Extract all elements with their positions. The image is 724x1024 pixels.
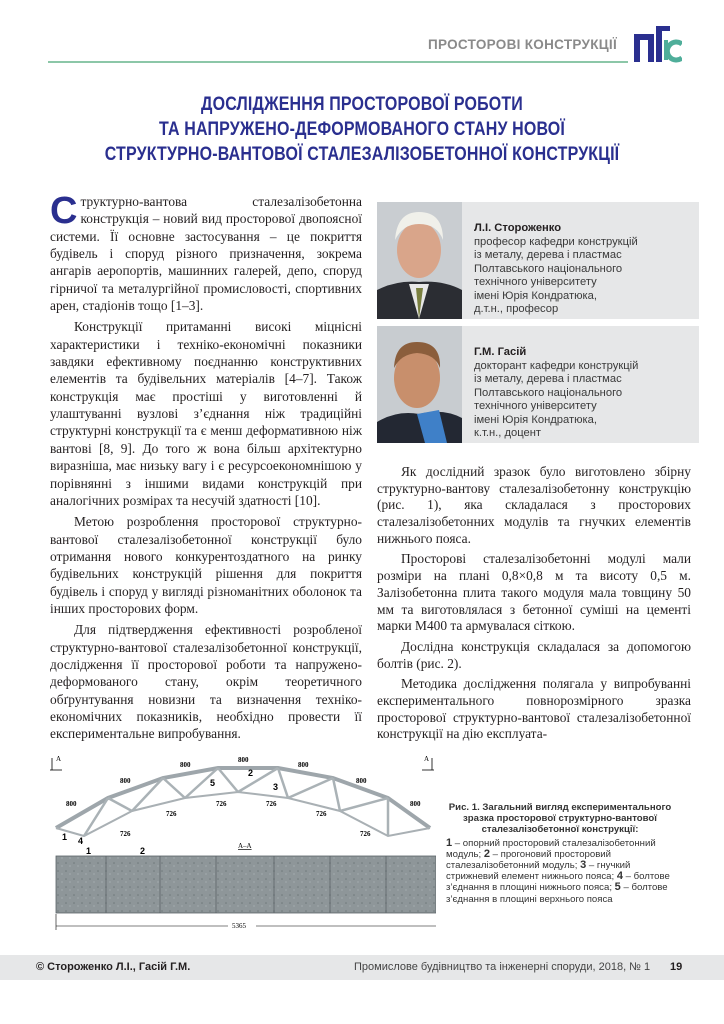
- paragraph: Просторові сталезалізобетонні модулі мали розміри на плані 0,8×0,8 м та висоту 0,5 м. Залізобетонна плита такого модуля мала товщину 50 мм та виготовлялася з бетонної суміші на цементі марки М400 та армувалася сіткою.: [377, 551, 691, 634]
- author-card: [377, 326, 699, 443]
- author-line: із металу, дерева і пластмас: [474, 249, 622, 261]
- footer-journal: Промислове будівництво та інженерні споруди, 2018, № 1: [354, 961, 651, 973]
- author-name: Г.М. Гасій: [474, 346, 527, 358]
- paragraph: Як дослідний зразок було виготовлено збірну структурно-вантову сталезалізобетонну конструкцію (рис. 1), яка складалася з просторових сталезалізобетонних модулів та гнучких елементів нижнього пояса.: [377, 464, 691, 546]
- author-card: [377, 202, 699, 319]
- plan-view-slabs: [56, 856, 436, 913]
- author-name: Л.І. Стороженко: [474, 222, 562, 234]
- callout: 3: [273, 782, 279, 792]
- callout: 2: [248, 768, 254, 778]
- dim-top: 800: [180, 761, 191, 769]
- plan-callout: 1: [86, 846, 92, 856]
- caption-legend: 1 – опорний просторовий сталезалізобетонний модуль; 2 – прогоновий просторовий сталезалізобетонний модуль; 3 – гнучкий стрижневий елемент нижнього пояса; 4 – болтове з’єднання в площині нижнього пояса; 5 – болтове з’єднання в площині верхнього пояса: [446, 836, 670, 905]
- author-line: імені Юрія Кондратюка,: [474, 289, 597, 302]
- svg-text:А: А: [56, 755, 62, 763]
- callout: 1: [62, 832, 68, 842]
- author-info: [474, 346, 638, 441]
- dropcap: С: [50, 190, 78, 232]
- dim-top: 800: [356, 777, 367, 785]
- paragraph: Конструкції притаманні високі міцнісні характеристики і техніко-економічні показники завдяки ефективному поєднанню конструктивних елементів та будівельних матеріалів [4–7]. Також конструкція має простіші у виготовленні й улаштуванні вузлові з’єднання ніж традиційні структурні конструкції та є менш деформативною ніж вантові [8, 9]. До того ж вона більш архітектурно виразніша, має низьку вагу і є ресурсоекономнішою у порівнянні з іншими видами конструкцій при аналогічних розмірах та несучій здатності [10].: [50, 319, 362, 508]
- title-line: ТА НАПРУЖЕНО-ДЕФОРМОВАНОГО СТАНУ НОВОЇ: [159, 118, 565, 140]
- dim-top: 800: [120, 777, 131, 785]
- journal-logo: [632, 24, 682, 64]
- footer-copyright: © Стороженко Л.І., Гасій Г.М.: [36, 961, 191, 973]
- author-photo: [377, 326, 462, 443]
- callout: 5: [210, 778, 216, 788]
- dim-top: 800: [238, 756, 249, 764]
- paragraph: Дослідна конструкція складалася за допомогою болтів (рис. 2).: [377, 638, 691, 671]
- dim-bottom: 726: [316, 810, 327, 818]
- dim-bottom: 726: [166, 810, 177, 818]
- dim-bottom: 726: [360, 830, 371, 838]
- caption-title: Рис. 1. Загальний вигляд експериментального зразка просторової структурно-вантової сталезалізобетонної конструкції:: [448, 802, 672, 836]
- title-line: СТРУКТУРНО-ВАНТОВОЇ СТАЛЕЗАЛІЗОБЕТОННОЇ КОНСТРУКЦІЇ: [104, 143, 620, 165]
- page-number: 19: [670, 961, 683, 973]
- section-marker-left: [50, 755, 62, 770]
- paragraph: Для підтвердження ефективності розробленої структурно-вантової сталезалізобетонної конструкції, дослідження її просторової роботи та напружено-деформованого стану, окрім теоретичного обґрунтування новизни та визначення техніко-економічних показників, необхідно провести її експериментальне випробування.: [50, 622, 362, 742]
- title-line: ДОСЛІДЖЕННЯ ПРОСТОРОВОЇ РОБОТИ: [201, 93, 523, 115]
- truss-top-chord: [56, 768, 430, 828]
- paragraph: Метою розроблення просторової структурно-вантової сталезалізобетонної конструкції було отримання нового конкурентоздатного на ринку будівельних конструкцій рішення для покриття будівель і споруд у вигляді різноманітних оболонок та інших просторових форм.: [50, 514, 362, 616]
- author-info: [474, 222, 638, 317]
- author-line: із металу, дерева і пластмас: [474, 373, 622, 385]
- left-column: [50, 190, 362, 747]
- dim-bottom: 726: [266, 800, 277, 808]
- author-line: к.т.н., доцент: [474, 427, 542, 439]
- dim-bottom: 726: [120, 830, 131, 838]
- section-marker-right: [422, 755, 434, 770]
- author-line: Полтавського національного: [474, 386, 623, 399]
- figure-1-truss-drawing: [48, 748, 436, 938]
- overall-dim: 5365: [232, 922, 246, 930]
- author-line: технічного університету: [474, 276, 597, 288]
- dim-bottom: 726: [216, 800, 227, 808]
- figure-caption: [446, 802, 674, 905]
- header-rule: [48, 61, 628, 63]
- author-photo: [377, 202, 462, 319]
- paragraph: Методика дослідження полягала у випробуванні експериментального повнорозмірного зразка просторової структурно-вантової сталезалізобетонної конструкції на дію експлуата-: [377, 676, 691, 742]
- plan-callout: 2: [140, 846, 146, 856]
- section-label: А–А: [238, 842, 252, 850]
- section-title: ПРОСТОРОВІ КОНСТРУКЦІЇ: [428, 37, 617, 52]
- author-line: Полтавського національного: [474, 262, 623, 275]
- author-line: професор кафедри конструкцій: [474, 235, 638, 248]
- author-line: технічного університету: [474, 400, 597, 412]
- article-title: [10, 92, 714, 167]
- author-line: докторант кафедри конструкцій: [474, 359, 639, 372]
- dim-top: 800: [410, 800, 421, 808]
- dim-top: 800: [298, 761, 309, 769]
- callout: 4: [78, 836, 84, 846]
- author-line: імені Юрія Кондратюка,: [474, 413, 597, 426]
- dim-top: 800: [66, 800, 77, 808]
- right-column: [377, 464, 691, 747]
- page-footer: [0, 955, 724, 980]
- svg-text:А: А: [424, 755, 430, 763]
- author-line: д.т.н., професор: [474, 303, 559, 315]
- paragraph: Структурно-вантова сталезалізобетонна конструкція – новий вид просторової двопоясної системи. Її основне застосування – це покриття будівель і споруд різного призначення, зокрема ангарів аеропортів, машинних галерей, депо, споруд гірничої та металургійної промисловості, спортивних арен, стадіонів тощо [1–3].: [50, 190, 362, 314]
